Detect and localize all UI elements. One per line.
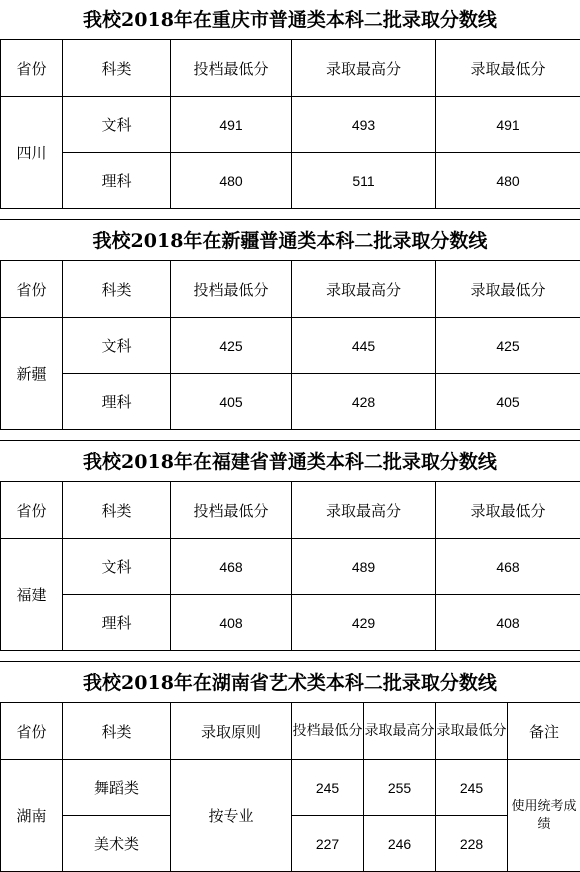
header-cutoff: 投档最低分 [292, 703, 364, 760]
max-cell: 493 [292, 97, 436, 153]
cutoff-cell: 408 [171, 595, 292, 651]
admission-table-chongqing [0, 39, 580, 209]
min-cell: 468 [436, 539, 580, 595]
note-cell: 使用统考成绩 [508, 760, 580, 872]
header-category: 科类 [63, 261, 171, 318]
divider [0, 661, 580, 662]
cutoff-cell: 245 [292, 760, 364, 816]
min-cell: 480 [436, 153, 580, 209]
province-cell: 四川 [1, 97, 63, 209]
header-province: 省份 [1, 703, 63, 760]
header-max: 录取最高分 [364, 703, 436, 760]
category-cell: 美术类 [63, 816, 171, 872]
table-title: 我校2018年在福建省普通类本科二批录取分数线 [0, 451, 580, 473]
admission-table-fujian [0, 481, 580, 651]
max-cell: 246 [364, 816, 436, 872]
max-cell: 429 [292, 595, 436, 651]
category-cell: 理科 [63, 153, 171, 209]
admission-table-hunan-art [0, 702, 580, 872]
header-max: 录取最高分 [292, 40, 436, 97]
max-cell: 445 [292, 318, 436, 374]
header-province: 省份 [1, 482, 63, 539]
min-cell: 425 [436, 318, 580, 374]
header-category: 科类 [63, 703, 171, 760]
max-cell: 255 [364, 760, 436, 816]
header-max: 录取最高分 [292, 261, 436, 318]
province-cell: 新疆 [1, 318, 63, 430]
category-cell: 舞蹈类 [63, 760, 171, 816]
cutoff-cell: 405 [171, 374, 292, 430]
admission-table-xinjiang [0, 260, 580, 430]
header-cutoff: 投档最低分 [171, 482, 292, 539]
table-title: 我校2018年在湖南省艺术类本科二批录取分数线 [0, 672, 580, 694]
max-cell: 489 [292, 539, 436, 595]
max-cell: 428 [292, 374, 436, 430]
min-cell: 405 [436, 374, 580, 430]
province-cell: 福建 [1, 539, 63, 651]
header-category: 科类 [63, 40, 171, 97]
min-cell: 491 [436, 97, 580, 153]
table-title: 我校2018年在重庆市普通类本科二批录取分数线 [0, 9, 580, 31]
table-title: 我校2018年在新疆普通类本科二批录取分数线 [0, 230, 580, 252]
province-cell: 湖南 [1, 760, 63, 872]
cutoff-cell: 491 [171, 97, 292, 153]
min-cell: 408 [436, 595, 580, 651]
header-cutoff: 投档最低分 [171, 40, 292, 97]
header-min: 录取最低分 [436, 40, 580, 97]
header-min: 录取最低分 [436, 261, 580, 318]
category-cell: 文科 [63, 318, 171, 374]
category-cell: 文科 [63, 97, 171, 153]
min-cell: 228 [436, 816, 508, 872]
header-principle: 录取原则 [171, 703, 292, 760]
cutoff-cell: 468 [171, 539, 292, 595]
cutoff-cell: 480 [171, 153, 292, 209]
header-min: 录取最低分 [436, 482, 580, 539]
header-cutoff: 投档最低分 [171, 261, 292, 318]
header-category: 科类 [63, 482, 171, 539]
cutoff-cell: 227 [292, 816, 364, 872]
principle-cell: 按专业 [171, 760, 292, 872]
max-cell: 511 [292, 153, 436, 209]
category-cell: 理科 [63, 374, 171, 430]
header-province: 省份 [1, 261, 63, 318]
min-cell: 245 [436, 760, 508, 816]
category-cell: 文科 [63, 539, 171, 595]
header-max: 录取最高分 [292, 482, 436, 539]
category-cell: 理科 [63, 595, 171, 651]
header-note: 备注 [508, 703, 580, 760]
cutoff-cell: 425 [171, 318, 292, 374]
divider [0, 219, 580, 220]
header-province: 省份 [1, 40, 63, 97]
header-min: 录取最低分 [436, 703, 508, 760]
divider [0, 440, 580, 441]
